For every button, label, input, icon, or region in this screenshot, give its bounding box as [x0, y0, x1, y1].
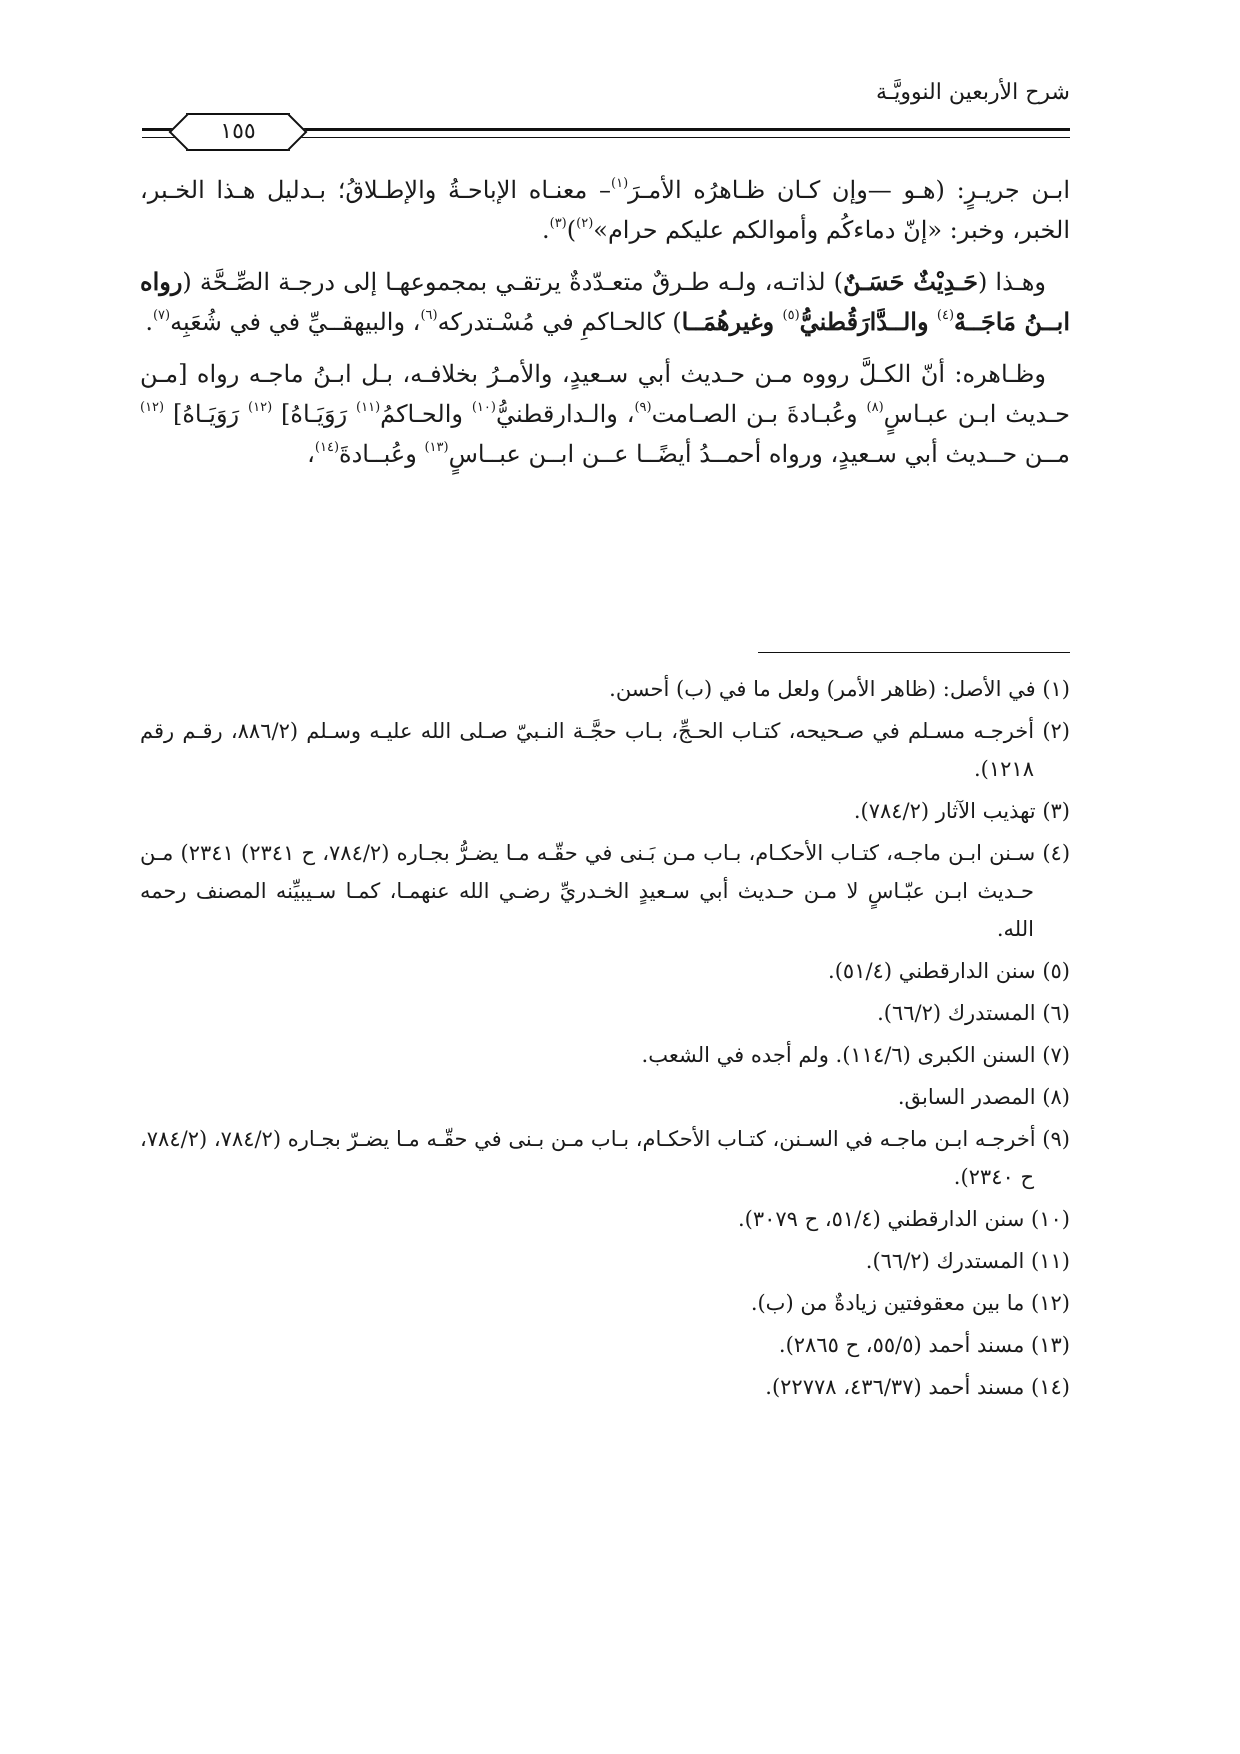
text-run: وعُبــادةَ [339, 440, 425, 468]
footnote-3: (٣) تهذيب الآثار (٧٨٤/٢). [853, 799, 1070, 823]
text-run: ابـن جريـرٍ: (هـو —وإن كـان ظـاهرُه الأمـرَ [628, 176, 1071, 204]
footnote-8: (٨) المصدر السابق. [897, 1085, 1070, 1109]
text-run: . [541, 216, 550, 244]
text-run: مــن حــديث أبي سـعيدٍ، ورواه أحمــدُ أيضًــا عــن ابــن عبــاسٍ [448, 440, 1070, 468]
bold-text-run: والــدَّارَقُطنيُّ [799, 307, 937, 336]
paragraph-2 [140, 262, 1070, 342]
footnote-ref: (١٢) [140, 400, 165, 415]
text-run: وظـاهره: أنّ الكـلَّ رووه مـن حـديث أبي سـعيدٍ، والأمـرُ بخلافـه، بـل ابـنُ ماجـه رواه [مـن حـديث ابـن عبـاسٍ [140, 360, 1070, 428]
text-run: ) [566, 216, 577, 244]
page-number: ١٥٥ [186, 113, 290, 151]
footnote-ref: (٨) [866, 400, 884, 415]
footnote-ref: (٦) [420, 308, 438, 323]
bold-text-run: حَـدِيْثٌ حَسَـنٌ [842, 267, 979, 296]
text-run: ) لذاتـه، ولـه طـرقٌ متعـدّدةٌ يرتقـي بمجموعهـا إلى درجـة الصِّـحَّة ( [182, 268, 843, 296]
footnote-ref: (٥) [782, 308, 800, 323]
text-run: رَوَيَـاهُ] [164, 400, 249, 428]
footnote-5: (٥) سنن الدارقطني (٥١/٤). [828, 959, 1070, 983]
text-run: ، [307, 440, 315, 468]
text-run: وهـذا ( [978, 268, 1046, 296]
bold-text-run: وغيرهُمَــا [681, 307, 783, 336]
footnote-ref: (٧) [152, 308, 171, 323]
footnote-ref: (١٠) [471, 400, 496, 415]
text-run: رَوَيَـاهُ] [272, 400, 357, 428]
text-run: ، والـدارقطنيُّ [495, 400, 635, 428]
footnote-6: (٦) المستدرك (٦٦/٢). [877, 1001, 1070, 1025]
footnote-ref: (٣) [549, 216, 567, 231]
footnote-13: (١٣) مسند أحمد (٥٥/٥، ح ٢٨٦٥). [778, 1333, 1070, 1357]
footnote-12: (١٢) ما بين معقوفتين زيادةٌ من (ب). [750, 1291, 1070, 1315]
footnote-ref: (١٢) [248, 400, 273, 415]
text-run: والحـاكمُ [380, 400, 472, 428]
main-text [140, 170, 1070, 486]
footnote-9: (٩) أخرجـه ابـن ماجـه في السـنن، كتـاب الأحكـام، بـاب مـن بـنى في حقّـه مـا يضـرّ بجـاره (٧٨٤/٢، (٧٨٤/٢، ح ٢٣٤٠). [140, 1127, 1070, 1189]
text-run: – معنـاه الإباحـةُ والإطـلاقُ؛ بـدليل هـذا الخـبر، الخبر، وخبر: «إنّ دماءكُم وأموالكم عليكم حرام» [140, 176, 1070, 244]
footnote-2: (٢) أخرجـه مسـلم في صـحيحه، كتـاب الحـجِّ، بـاب حجَّـة النـبيّ صـلى الله عليـه وسـلم (٨٨٦/٢، رقـم رقم ١٢١٨). [140, 719, 1070, 781]
text-run: ) كالحـاكمِ في مُسْـتدركه [437, 308, 682, 336]
footnote-4: (٤) سـنن ابـن ماجـه، كتـاب الأحكـام، بـاب مـن بَـنى في حقّـه مـا يضـرُّ بجـاره (٧٨٤/٢، ح ٢٣٤١) ٢٣٤١) مـن حـديث ابـن عبّـاسٍ لا مـن حـديث أبي سـعيدٍ الخـدريِّ رضـي الله عنهمـا، كمـا سـيبيِّنه المصنف رحمه الله. [140, 841, 1071, 941]
bold-text-run: رواه ابــنُ مَاجَــهْ [140, 267, 1070, 336]
footnote-1: (١) في الأصل: (ظاهر الأمر) ولعل ما في (ب) أحسن. [609, 677, 1070, 701]
footnotes [140, 670, 1070, 1410]
text-run: وعُبـادةَ بـن الصـامت [651, 400, 867, 428]
paragraph-3 [140, 354, 1070, 474]
footnote-ref: (١١) [356, 400, 381, 415]
footnote-ref: (١٣) [424, 440, 449, 455]
footnote-ref: (١٤) [314, 440, 340, 455]
text-run: . [145, 308, 153, 336]
text-run: ، والبيهقــيِّ في في شُعَبِه [170, 308, 421, 336]
running-header-title: شرح الأربعين النوويَّـة [876, 80, 1070, 105]
footnote-ref: (٢) [576, 216, 594, 231]
paragraph-1 [140, 170, 1070, 250]
footnote-ref: (٤) [936, 308, 955, 323]
footnote-7: (٧) السنن الكبرى (١١٤/٦). ولم أجده في الشعب. [641, 1043, 1070, 1067]
footnote-11: (١١) المستدرك (٦٦/٢). [865, 1249, 1070, 1273]
footnote-14: (١٤) مسند أحمد (٤٣٦/٣٧، ٢٢٧٧٨). [765, 1375, 1070, 1399]
footnote-ref: (٩) [634, 400, 652, 415]
footnote-ref: (١) [611, 176, 629, 191]
footnote-10: (١٠) سنن الدارقطني (٥١/٤، ح ٣٠٧٩). [737, 1207, 1070, 1231]
footnote-separator [758, 652, 1070, 653]
